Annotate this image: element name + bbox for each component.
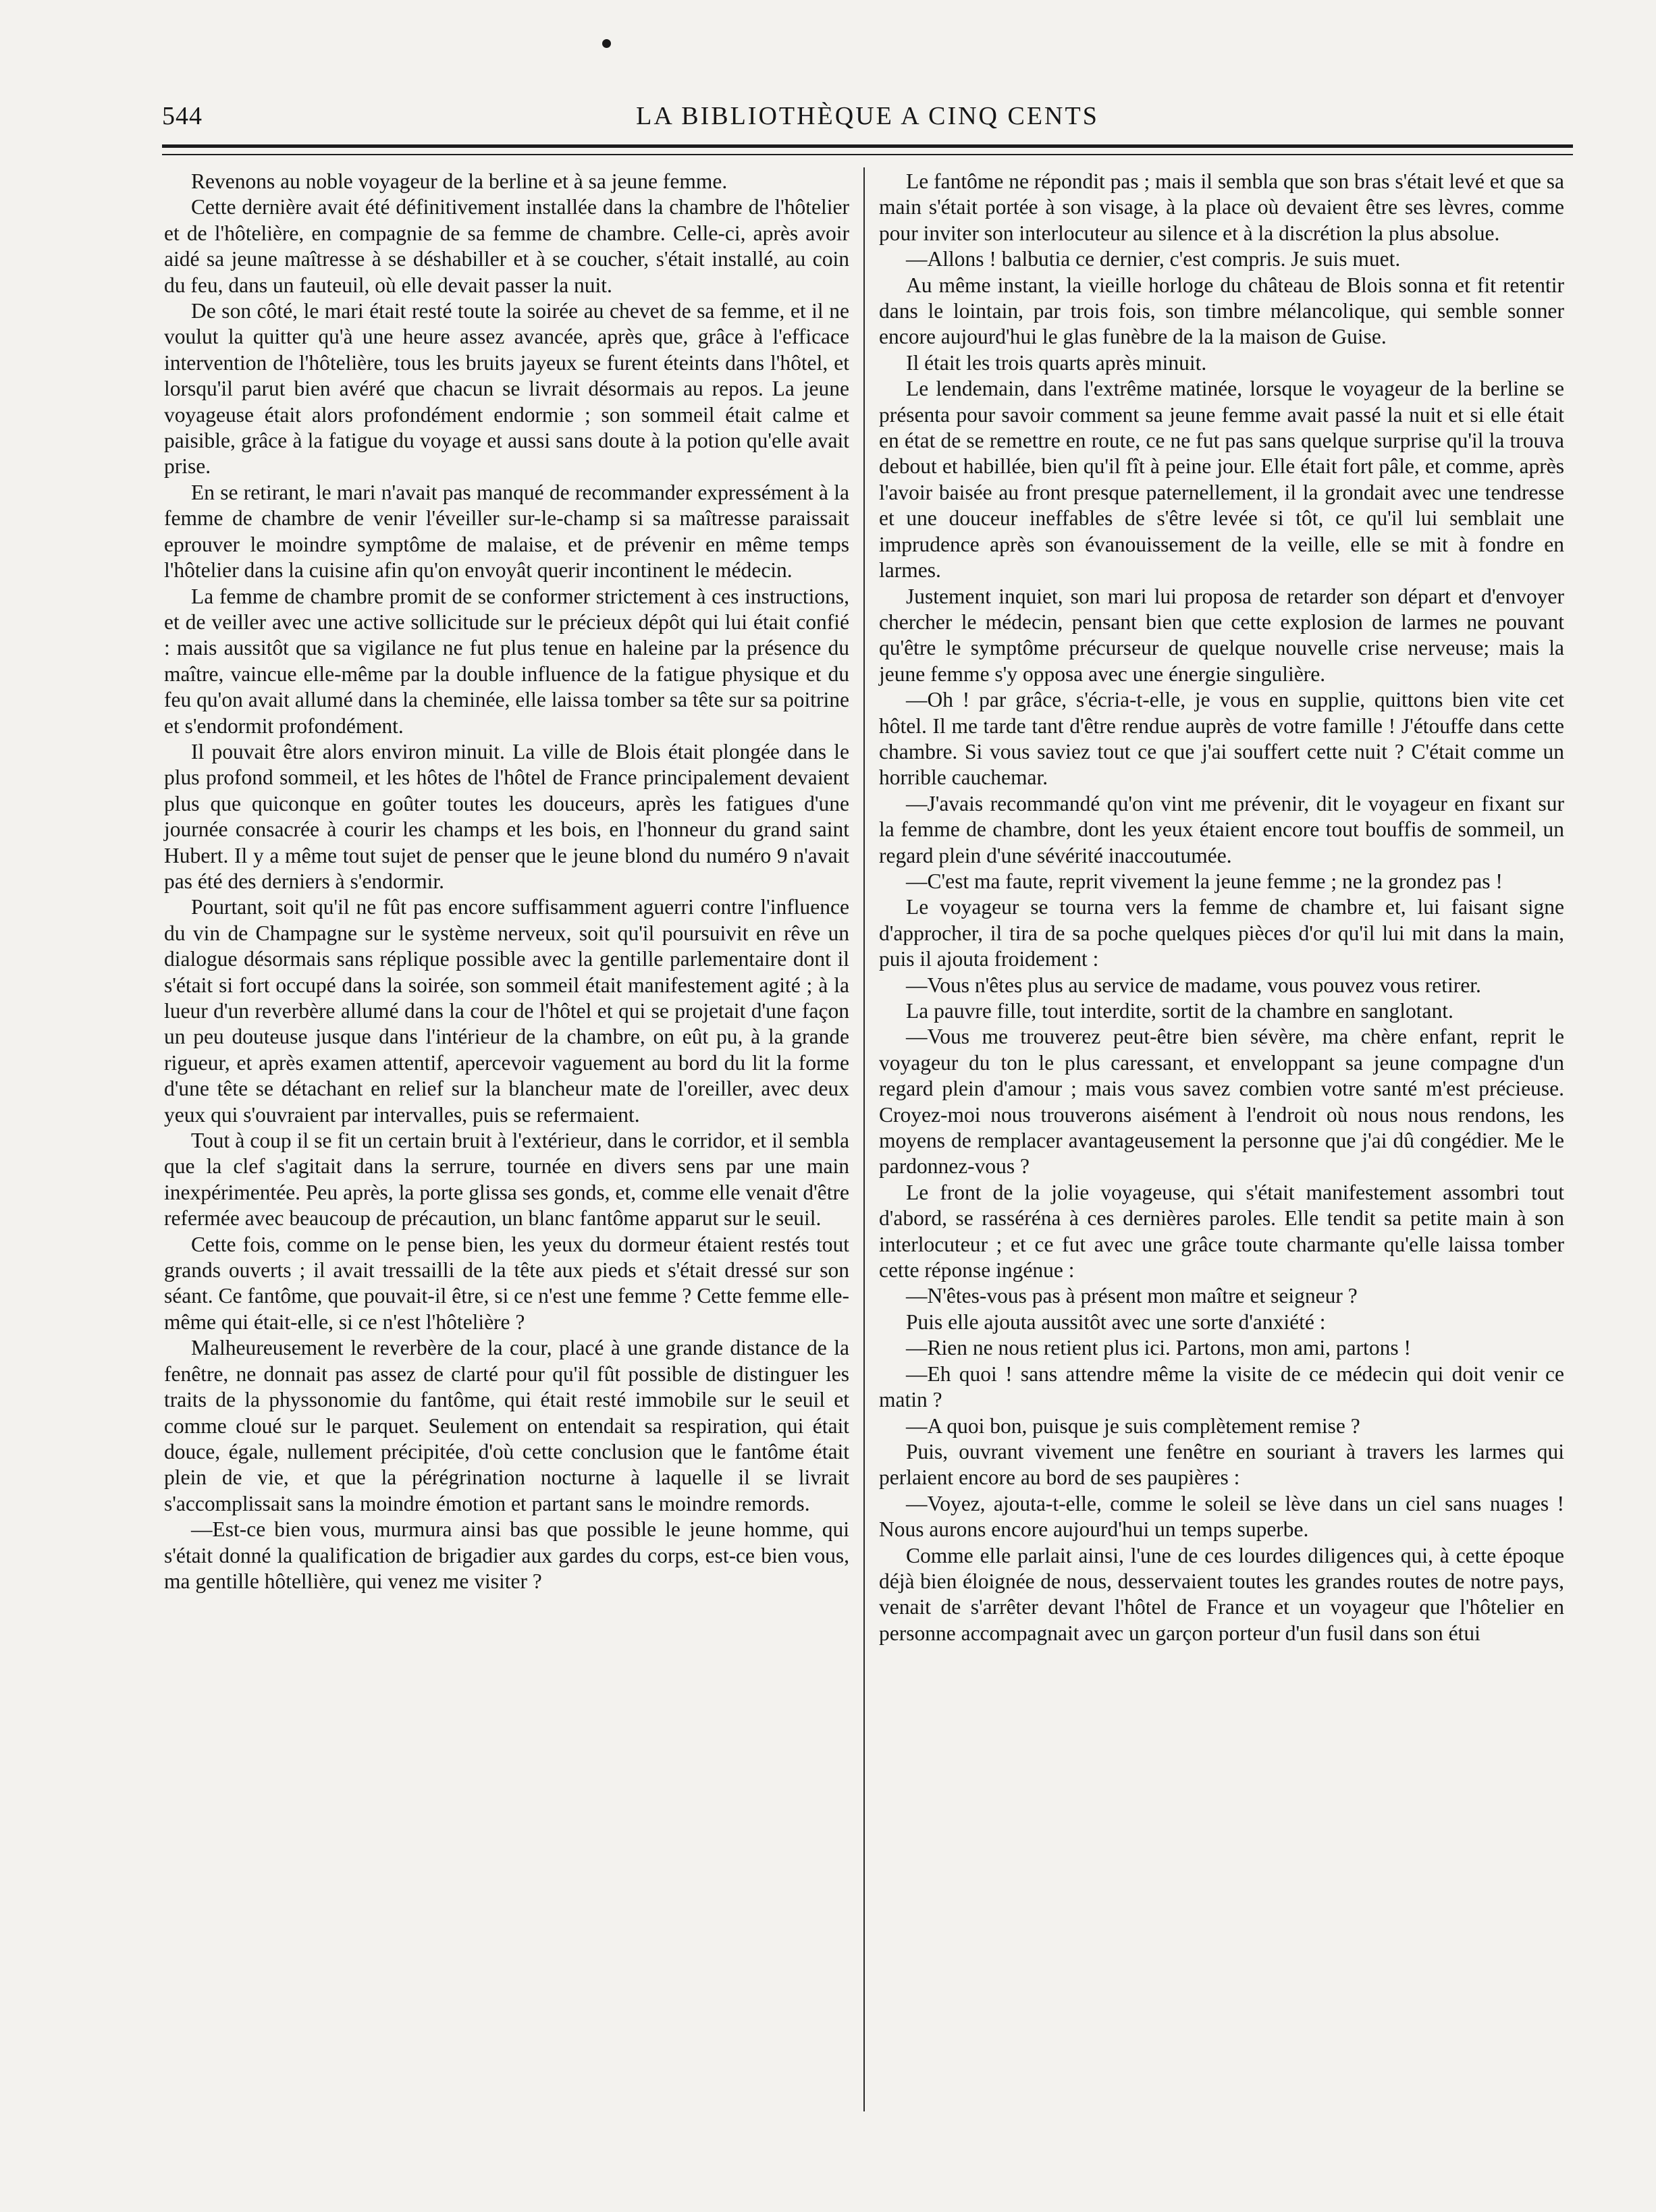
paragraph: Revenons au noble voyageur de la berline et à sa jeune femme. bbox=[191, 169, 728, 193]
paragraph: De son côté, le mari était resté toute la soirée au chevet de sa femme, et il ne voulut la quitter qu'à une heure assez avancée, après que, grâce à l'efficace intervention de l'hôtelière, tous les bruits jayeux se furent éteints dans l'hôtel, et lorsqu'il parut bien avéré que chacun se livrait désormais au repos. La jeune voyageuse était alors profondément endormie ; son sommeil était calme et paisible, grâce à la fatigue du voyage et aussi sans doute à la potion qu'elle avait prise. bbox=[164, 299, 849, 479]
paragraph: —A quoi bon, puisque je suis complètement remise ? bbox=[906, 1413, 1360, 1438]
paragraph: —Est-ce bien vous, murmura ainsi bas que possible le jeune homme, qui s'était donné la qualification de brigadier aux gardes du corps, est-ce bien vous, ma gentille hôtellière, qui venez me visiter ? bbox=[164, 1517, 849, 1593]
paragraph: —Vous n'êtes plus au service de madame, vous pouvez vous retirer. bbox=[906, 973, 1481, 997]
running-title: LA BIBLIOTHÈQUE A CINQ CENTS bbox=[636, 102, 1099, 130]
paragraph: Le fantôme ne répondit pas ; mais il sembla que son bras s'était levé et que sa main s'était portée à son visage, à la place où devaient être ses lèvres, comme pour inviter son interlocuteur au silence et à la discrétion la plus absolue. bbox=[879, 169, 1564, 245]
header-rule-thick bbox=[162, 144, 1573, 148]
paragraph: La femme de chambre promit de se conformer strictement à ces instructions, et de veiller avec une active sollicitude sur le précieux dépôt qui lui était confié : mais aussitôt que sa vigilance ne fut plus tenue en haleine par la présence du maître, vaincue elle-même par la double influence de la fatigue physique et du feu qu'on avait allumé dans la cheminée, elle laissa tomber sa tête sur sa poitrine et s'endormit profondément. bbox=[164, 584, 849, 738]
paragraph: Au même instant, la vieille horloge du château de Blois sonna et fit retentir dans le lointain, par trois fois, son timbre mélancolique, qui semble sonner encore aujourd'hui le glas funèbre de la la maison de Guise. bbox=[879, 273, 1564, 349]
paragraph: —Vous me trouverez peut-être bien sévère, ma chère enfant, reprit le voyageur du ton le plus caressant, et enveloppant sa jeune compagne d'un regard plein d'amour ; mais vous savez combien votre santé m'est précieuse. Croyez-moi nous trouverons aisément à l'endroit où nous nous rendons, les moyens de remplacer avantageusement la personne que j'ai dû congédier. Me le pardonnez-vous ? bbox=[879, 1025, 1564, 1179]
paragraph: Cette dernière avait été définitivement installée dans la chambre de l'hôtelier et de l'hôtelière, en compagnie de sa femme de chambre. Celle-ci, après avoir aidé sa jeune maîtresse à se déshabiller et à se coucher, s'était installé, au coin du feu, dans un fauteuil, où elle devait passer la nuit. bbox=[164, 195, 849, 297]
paragraph: Tout à coup il se fit un certain bruit à l'extérieur, dans le corridor, et il sembla que la clef s'agitait dans la serrure, tournée en divers sens par une main inexpérimentée. Peu après, la porte glissa ses gonds, et, comme elle venait d'être refermée avec beaucoup de précaution, un blanc fantôme apparut sur le seuil. bbox=[164, 1129, 849, 1231]
page-header bbox=[162, 101, 1573, 142]
paragraph: Justement inquiet, son mari lui proposa de retarder son départ et d'envoyer chercher le médecin, pensant bien que cette explosion de larmes ne pouvant qu'être le symptôme précurseur de quelque nouvelle crise nerveuse; mais la jeune femme s'y opposa avec une énergie singulière. bbox=[879, 584, 1564, 686]
paragraph: Il était les trois quarts après minuit. bbox=[906, 350, 1207, 375]
right-column bbox=[879, 169, 1564, 1646]
paragraph: En se retirant, le mari n'avait pas manqué de recommander expressément à la femme de chambre de venir l'éveiller sur-le-champ si sa maîtresse paraissait eprouver le moindre symptôme de malaise, et de prévenir en même temps l'hôtelier dans la cuisine afin qu'on envoyât querir incontinent le médecin. bbox=[164, 480, 849, 583]
paragraph: —Allons ! balbutia ce dernier, c'est compris. Je suis muet. bbox=[906, 247, 1401, 271]
paragraph: Il pouvait être alors environ minuit. La ville de Blois était plongée dans le plus profond sommeil, et les hôtes de l'hôtel de France principalement devaient plus que quiconque en goûter toutes les douceurs, après les fatigues d'une journée consacrée à courir les champs et les bois, en l'honneur du grand saint Hubert. Il y a même tout sujet de penser que le jeune blond du numéro 9 n'avait pas été des derniers à s'endormir. bbox=[164, 739, 849, 893]
paragraph: —Oh ! par grâce, s'écria-t-elle, je vous en supplie, quittons bien vite cet hôtel. Il me tarde tant d'être rendue auprès de votre famille ! J'étouffe dans cette chambre. Si vous saviez tout ce que j'ai souffert cette nuit ? C'était comme un horrible cauchemar. bbox=[879, 688, 1564, 790]
paragraph: Pourtant, soit qu'il ne fût pas encore suffisamment aguerri contre l'influence du vin de Champagne sur le système nerveux, soit qu'il poursuivit en rêve un dialogue désormais sans réplique possible avec la gentille parlementaire dont il s'était si fort occupé dans la soirée, son sommeil était manifestement agité ; à la lueur d'un reverbère allumé dans la cour de l'hôtel et qui se projetait d'une façon un peu douteuse jusque dans l'intérieur de la chambre, on eût pu, à la grande rigueur, et après examen attentif, apercevoir vaguement au bord du lit la forme d'une tête se détachant en relief sur la blancheur mate de l'oreiller, avec deux yeux qui s'ouvraient par intervalles, puis se refermaient. bbox=[164, 895, 849, 1127]
page-number: 544 bbox=[162, 102, 203, 130]
paragraph: —Rien ne nous retient plus ici. Partons, mon ami, partons ! bbox=[906, 1336, 1412, 1360]
header-rule-thin bbox=[162, 154, 1573, 155]
paragraph: Puis, ouvrant vivement une fenêtre en souriant à travers les larmes qui perlaient encore au bord de ses paupières : bbox=[879, 1439, 1564, 1490]
paragraph: —N'êtes-vous pas à présent mon maître et seigneur ? bbox=[906, 1284, 1358, 1308]
paragraph: —C'est ma faute, reprit vivement la jeune femme ; ne la grondez pas ! bbox=[906, 869, 1503, 893]
paragraph: Le lendemain, dans l'extrême matinée, lorsque le voyageur de la berline se présenta pour savoir comment sa jeune femme avait passé la nuit et si elle était en état de se remettre en route, ce ne fut pas sans quelque surprise qu'il la trouva debout et habillée, bien qu'il fît à peine jour. Elle était fort pâle, et comme, après l'avoir baisée au front presque paternellement, il la grondait avec une tendresse et une douceur ineffables de s'être levée si tôt, ce qu'il lui semblait une imprudence après son évanouissement de la veille, elle se mit à fondre en larmes. bbox=[879, 377, 1564, 583]
paragraph: Cette fois, comme on le pense bien, les yeux du dormeur étaient restés tout grands ouverts ; il avait tressailli de la tête aux pieds et s'était dressé sur son séant. Ce fantôme, que pouvait-il être, si ce n'est une femme ? Cette femme elle-même qui était-elle, si ce n'est l'hôtelière ? bbox=[164, 1232, 849, 1334]
column-separator bbox=[863, 167, 865, 2111]
paragraph: Comme elle parlait ainsi, l'une de ces lourdes diligences qui, à cette époque déjà bien éloignée de nous, desservaient toutes les grandes routes de notre pays, venait de s'arrêter devant l'hôtel de France et un voyageur que l'hôtelier en personne accompagnait avec un garçon porteur d'un fusil dans son étui bbox=[879, 1543, 1564, 1645]
print-mark-dot bbox=[602, 39, 611, 48]
paragraph: La pauvre fille, tout interdite, sortit de la chambre en sanglotant. bbox=[906, 999, 1453, 1023]
left-column bbox=[164, 169, 849, 1594]
paragraph: —Eh quoi ! sans attendre même la visite de ce médecin qui doit venir ce matin ? bbox=[879, 1361, 1564, 1412]
paragraph: —Voyez, ajouta-t-elle, comme le soleil se lève dans un ciel sans nuages ! Nous aurons encore aujourd'hui un temps superbe. bbox=[879, 1491, 1564, 1542]
paragraph: —J'avais recommandé qu'on vint me prévenir, dit le voyageur en fixant sur la femme de chambre, dont les yeux étaient encore tout bouffis de sommeil, un regard plein d'une sévérité inaccoutumée. bbox=[879, 791, 1564, 867]
paragraph: Malheureusement le reverbère de la cour, placé à une grande distance de la fenêtre, ne donnait pas assez de clarté pour qu'il fût possible de distinguer les traits de la physsonomie du fantôme, qui était resté immobile sur le seuil et comme cloué sur le parquet. Seulement on entendait sa respiration, qui était douce, égale, nullement précipitée, d'où cette conclusion que le fantôme était plein de vie, et que la pérégrination nocturne à laquelle il se livrait s'accomplissait sans la moindre émotion et partant sans le moindre remords. bbox=[164, 1336, 849, 1515]
paragraph: Le front de la jolie voyageuse, qui s'était manifestement assombri tout d'abord, se rasséréna à ces dernières paroles. Elle tendit sa petite main à son interlocuteur ; et ce fut avec une grâce toute charmante qu'elle laissa tomber cette réponse ingénue : bbox=[879, 1180, 1564, 1283]
paragraph: Puis elle ajouta aussitôt avec une sorte d'anxiété : bbox=[906, 1310, 1326, 1334]
paragraph: Le voyageur se tourna vers la femme de chambre et, lui faisant signe d'approcher, il tira de sa poche quelques pièces d'or qu'il lui mit dans la main, puis il ajouta froidement : bbox=[879, 895, 1564, 971]
